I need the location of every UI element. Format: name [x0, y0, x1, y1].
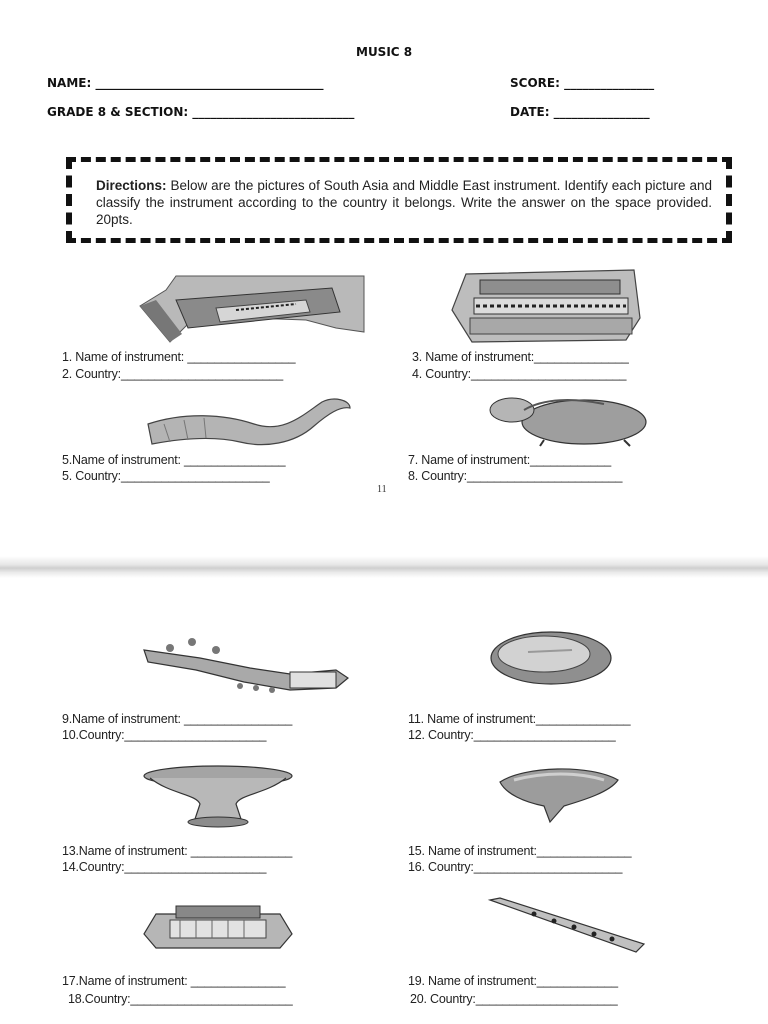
instrument-3-field[interactable]: 3. Name of instrument:______________: [412, 350, 629, 364]
santoor-icon: [140, 900, 296, 952]
country-14-field[interactable]: 14.Country:_____________________: [62, 860, 267, 874]
directions-text: [96, 177, 712, 228]
harmonium-case-icon: [136, 272, 366, 344]
goblet-drum-icon: [140, 764, 296, 828]
country-4-field[interactable]: 4. Country:_______________________: [412, 367, 627, 381]
sarangi-icon: [140, 634, 352, 694]
instrument-1-field[interactable]: 1. Name of instrument: ________________: [62, 350, 296, 364]
page-separator: [0, 556, 768, 578]
worksheet-title: MUSIC 8: [356, 45, 413, 59]
country-8-field[interactable]: 8. Country:_______________________: [408, 469, 623, 483]
country-20-field[interactable]: 20. Country:_____________________: [410, 992, 618, 1006]
instrument-13-field[interactable]: 13.Name of instrument: _______________: [62, 844, 293, 858]
instrument-17-field[interactable]: 17.Name of instrument: ______________: [62, 974, 286, 988]
date-field[interactable]: DATE: ________________: [510, 105, 650, 119]
instrument-15-field[interactable]: 15. Name of instrument:______________: [408, 844, 632, 858]
hang-drum-icon: [494, 762, 622, 824]
country-16-field[interactable]: 16. Country:______________________: [408, 860, 623, 874]
country-10-field[interactable]: 10.Country:_____________________: [62, 728, 267, 742]
frame-drum-icon: [488, 630, 614, 686]
country-12-field[interactable]: 12. Country:_____________________: [408, 728, 616, 742]
country-2-field[interactable]: 2. Country:________________________: [62, 367, 283, 381]
instrument-9-field[interactable]: 9.Name of instrument: ________________: [62, 712, 293, 726]
instrument-5-field[interactable]: 5.Name of instrument: _______________: [62, 453, 286, 467]
drum-icon: [484, 390, 650, 448]
directions-lead: Directions:: [96, 178, 167, 193]
country-6-field[interactable]: 5. Country:______________________: [62, 469, 270, 483]
section-field[interactable]: GRADE 8 & SECTION: ___________________________: [47, 105, 355, 119]
shofar-horn-icon: [144, 394, 354, 456]
instrument-7-field[interactable]: 7. Name of instrument:____________: [408, 453, 612, 467]
score-field[interactable]: SCORE: _______________: [510, 76, 655, 90]
instrument-11-field[interactable]: 11. Name of instrument:______________: [408, 712, 631, 726]
name-field[interactable]: NAME: ______________________________________: [47, 76, 324, 90]
harmonium-keyboard-icon: [446, 266, 642, 346]
country-18-field[interactable]: 18.Country:________________________: [68, 992, 293, 1006]
page-number: 11: [377, 484, 387, 495]
bansuri-flute-icon: [484, 896, 648, 954]
instrument-19-field[interactable]: 19. Name of instrument:____________: [408, 974, 618, 988]
directions-body: Below are the pictures of South Asia and Middle East instrument. Identify each picture and classify the instrument according to the country it belongs. Write the answer on the space provided. 20pts.: [96, 178, 712, 227]
